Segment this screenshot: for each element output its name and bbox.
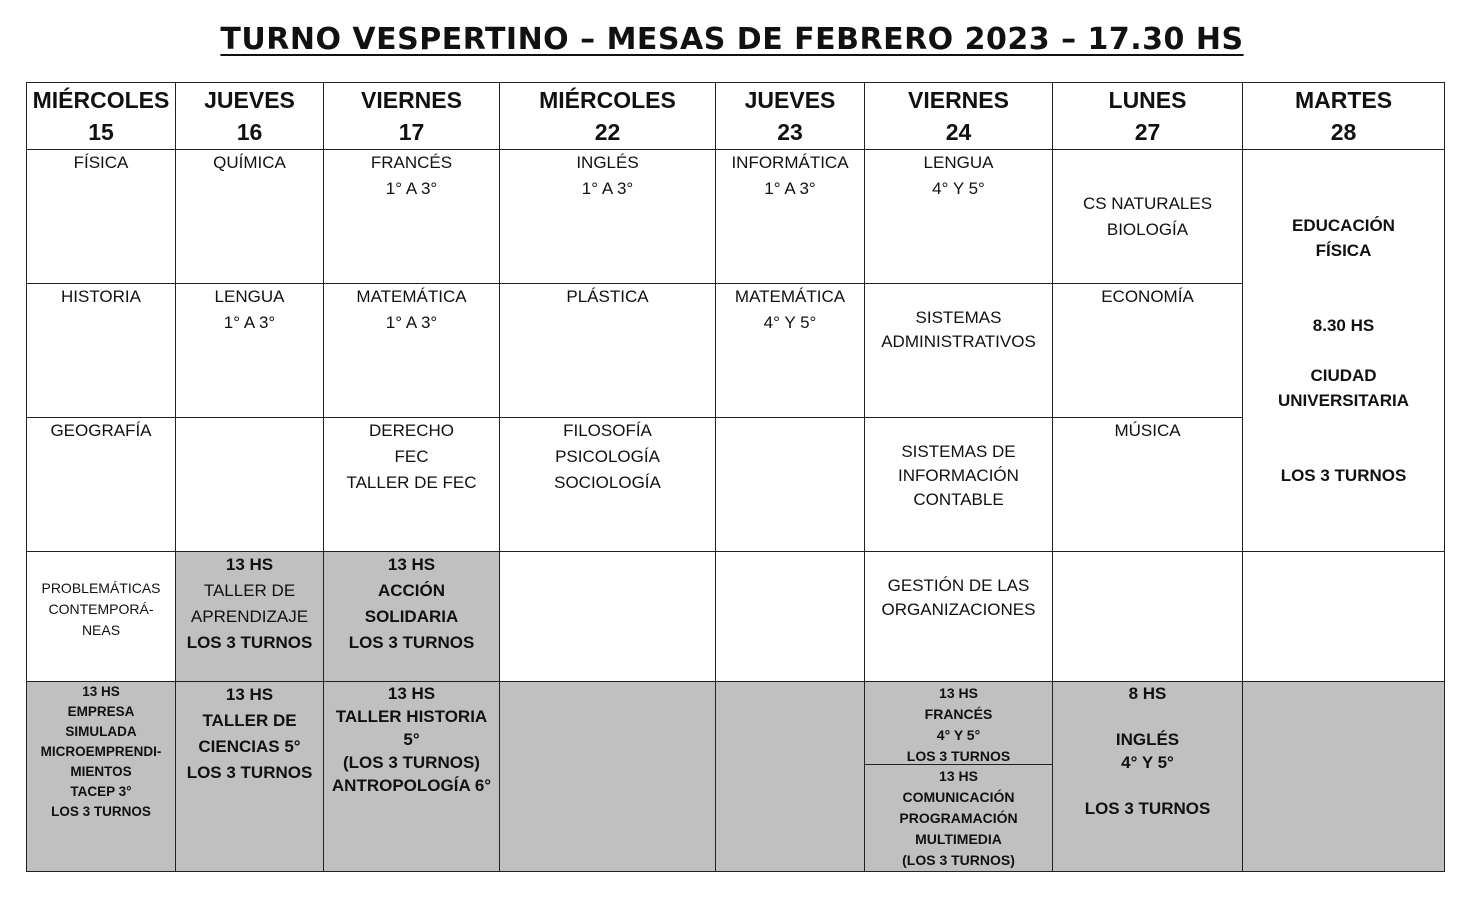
exam-cell: MATEMÁTICA 1° A 3°: [324, 284, 500, 418]
exam-cell: 13 HS TALLER HISTORIA 5° (LOS 3 TURNOS) ANTROPOLOGÍA 6°: [324, 682, 500, 872]
day-header: MARTES 28: [1243, 83, 1445, 150]
exam-cell: SISTEMAS ADMINISTRATIVOS: [865, 284, 1053, 418]
day-header: VIERNES 17: [324, 83, 500, 150]
exam-cell: 13 HS ACCIÓN SOLIDARIA LOS 3 TURNOS: [324, 552, 500, 682]
exam-cell: LENGUA 1° A 3°: [176, 284, 324, 418]
exam-cell: 13 HS EMPRESA SIMULADA MICROEMPRENDI- MIENTOS TACEP 3° LOS 3 TURNOS: [27, 682, 176, 872]
page-title: TURNO VESPERTINO – MESAS DE FEBRERO 2023 – 17.30 HS: [220, 22, 1244, 57]
exam-schedule-table: [26, 82, 1445, 872]
table-row: [27, 552, 1445, 682]
exam-cell: [500, 682, 716, 872]
exam-cell: [716, 682, 865, 872]
exam-cell: DERECHO FEC TALLER DE FEC: [324, 418, 500, 552]
day-header: LUNES 27: [1053, 83, 1243, 150]
day-header: JUEVES 23: [716, 83, 865, 150]
day-header: JUEVES 16: [176, 83, 324, 150]
exam-cell: QUÍMICA: [176, 150, 324, 284]
exam-cell: [1243, 682, 1445, 872]
exam-cell: FÍSICA: [27, 150, 176, 284]
exam-cell: INGLÉS 1° A 3°: [500, 150, 716, 284]
day-header: VIERNES 24: [865, 83, 1053, 150]
exam-cell: INFORMÁTICA 1° A 3°: [716, 150, 865, 284]
day-header: MIÉRCOLES 22: [500, 83, 716, 150]
exam-cell: 8 HS INGLÉS 4° Y 5° LOS 3 TURNOS: [1053, 682, 1243, 872]
exam-subcell: 13 HS COMUNICACIÓN PROGRAMACIÓN MULTIMEDIA (LOS 3 TURNOS): [899, 768, 1018, 868]
exam-cell: GEOGRAFÍA: [27, 418, 176, 552]
exam-cell: MÚSICA: [1053, 418, 1243, 552]
exam-cell: [716, 418, 865, 552]
exam-cell: ECONOMÍA: [1053, 284, 1243, 418]
educacion-fisica-cell: EDUCACIÓN FÍSICA 8.30 HS CIUDAD UNIVERSITARIA LOS 3 TURNOS: [1243, 150, 1445, 552]
exam-cell: MATEMÁTICA 4° Y 5°: [716, 284, 865, 418]
exam-cell: [1053, 552, 1243, 682]
exam-cell: 13 HS TALLER DE APRENDIZAJE LOS 3 TURNOS: [176, 552, 324, 682]
table-row: [27, 682, 1445, 872]
exam-cell: 13 HS TALLER DE CIENCIAS 5° LOS 3 TURNOS: [176, 682, 324, 872]
exam-cell: FRANCÉS 1° A 3°: [324, 150, 500, 284]
table-row: [27, 150, 1445, 284]
exam-cell: PROBLEMÁTICAS CONTEMPORÁ- NEAS: [27, 552, 176, 682]
exam-cell-split: [865, 682, 1053, 872]
exam-cell: [1243, 552, 1445, 682]
exam-cell: HISTORIA: [27, 284, 176, 418]
exam-cell: SISTEMAS DE INFORMACIÓN CONTABLE: [865, 418, 1053, 552]
table-row: [27, 418, 1445, 552]
exam-subcell: 13 HS FRANCÉS 4° Y 5° LOS 3 TURNOS: [865, 682, 1052, 765]
exam-cell: [716, 552, 865, 682]
table-row: [27, 284, 1445, 418]
exam-cell: PLÁSTICA: [500, 284, 716, 418]
exam-cell: FILOSOFÍA PSICOLOGÍA SOCIOLOGÍA: [500, 418, 716, 552]
day-header: MIÉRCOLES 15: [27, 83, 176, 150]
exam-cell: [500, 552, 716, 682]
exam-cell: CS NATURALES BIOLOGÍA: [1053, 150, 1243, 284]
header-row: [27, 83, 1445, 150]
exam-cell: LENGUA 4° Y 5°: [865, 150, 1053, 284]
exam-cell: [176, 418, 324, 552]
exam-cell: GESTIÓN DE LAS ORGANIZACIONES: [865, 552, 1053, 682]
